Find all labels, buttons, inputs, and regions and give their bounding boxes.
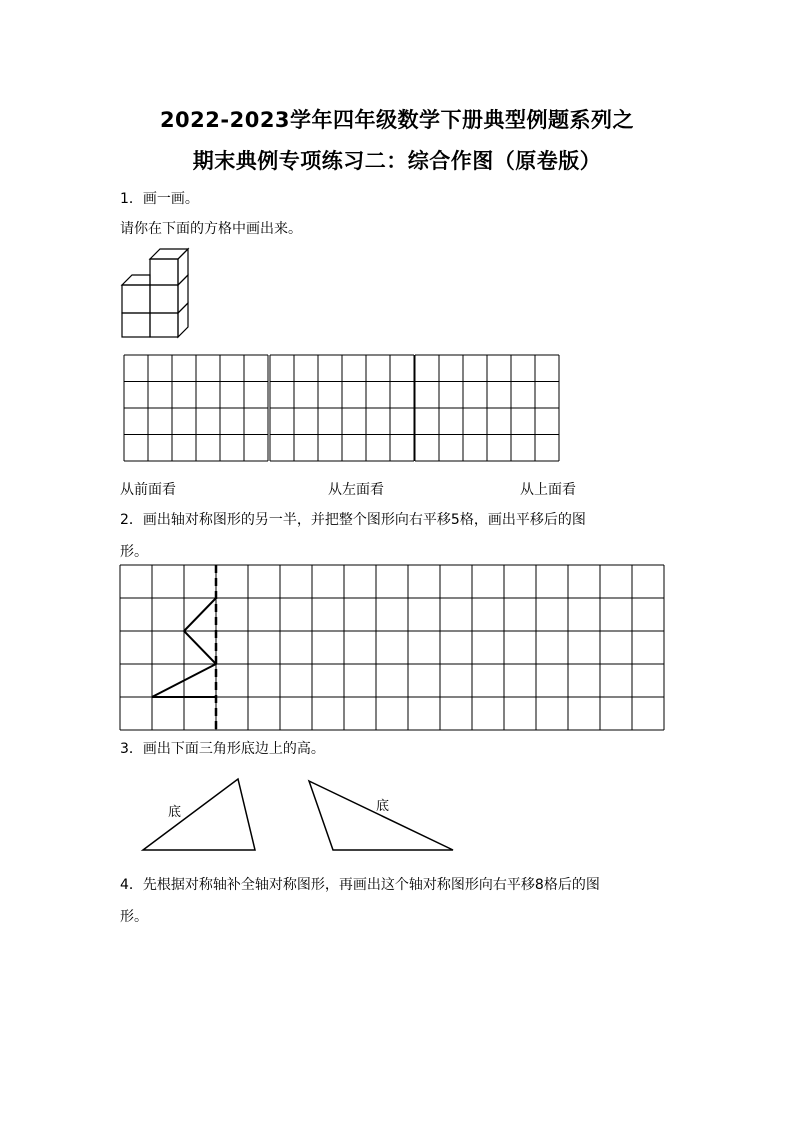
q2-text-line2: 形。	[120, 544, 148, 560]
q1-number-text: 1．画一画。	[120, 191, 199, 207]
cube-mid-left	[122, 285, 150, 313]
base-label-left: 底	[168, 805, 182, 820]
q4-text-line2: 形。	[120, 909, 148, 925]
cube-bot-left	[122, 313, 150, 337]
q1-instruction: 请你在下面的方格中画出来。	[120, 221, 302, 237]
cube-mid-right	[150, 285, 178, 313]
q3-text: 3．画出下面三角形底边上的高。	[120, 741, 325, 757]
cube-bot-side	[178, 303, 188, 337]
cube-top-side	[178, 249, 188, 285]
q4-text-line1: 4．先根据对称轴补全轴对称图形，再画出这个轴对称图形向右平移8格后的图	[120, 877, 600, 893]
cube-mid-side	[178, 275, 188, 313]
base-label-right: 底	[376, 799, 390, 814]
view-label-top: 从上面看	[520, 482, 576, 498]
cube-top-top	[150, 249, 188, 259]
cube-mid-left-top	[122, 275, 150, 285]
triangle-right	[309, 781, 453, 850]
cube-bot-right	[150, 313, 178, 337]
triangle-left	[143, 779, 255, 850]
page-title-line2: 期末典例专项练习二：综合作图（原卷版）	[192, 149, 602, 173]
q2-text-line1: 2．画出轴对称图形的另一半，并把整个图形向右平移5格，画出平移后的图	[120, 512, 586, 528]
view-label-front: 从前面看	[120, 482, 176, 498]
page-title-line1: 2022-2023学年四年级数学下册典型例题系列之	[159, 108, 635, 132]
view-label-left: 从左面看	[328, 482, 384, 498]
half-shape	[152, 598, 216, 697]
cube-top-front	[150, 259, 178, 285]
